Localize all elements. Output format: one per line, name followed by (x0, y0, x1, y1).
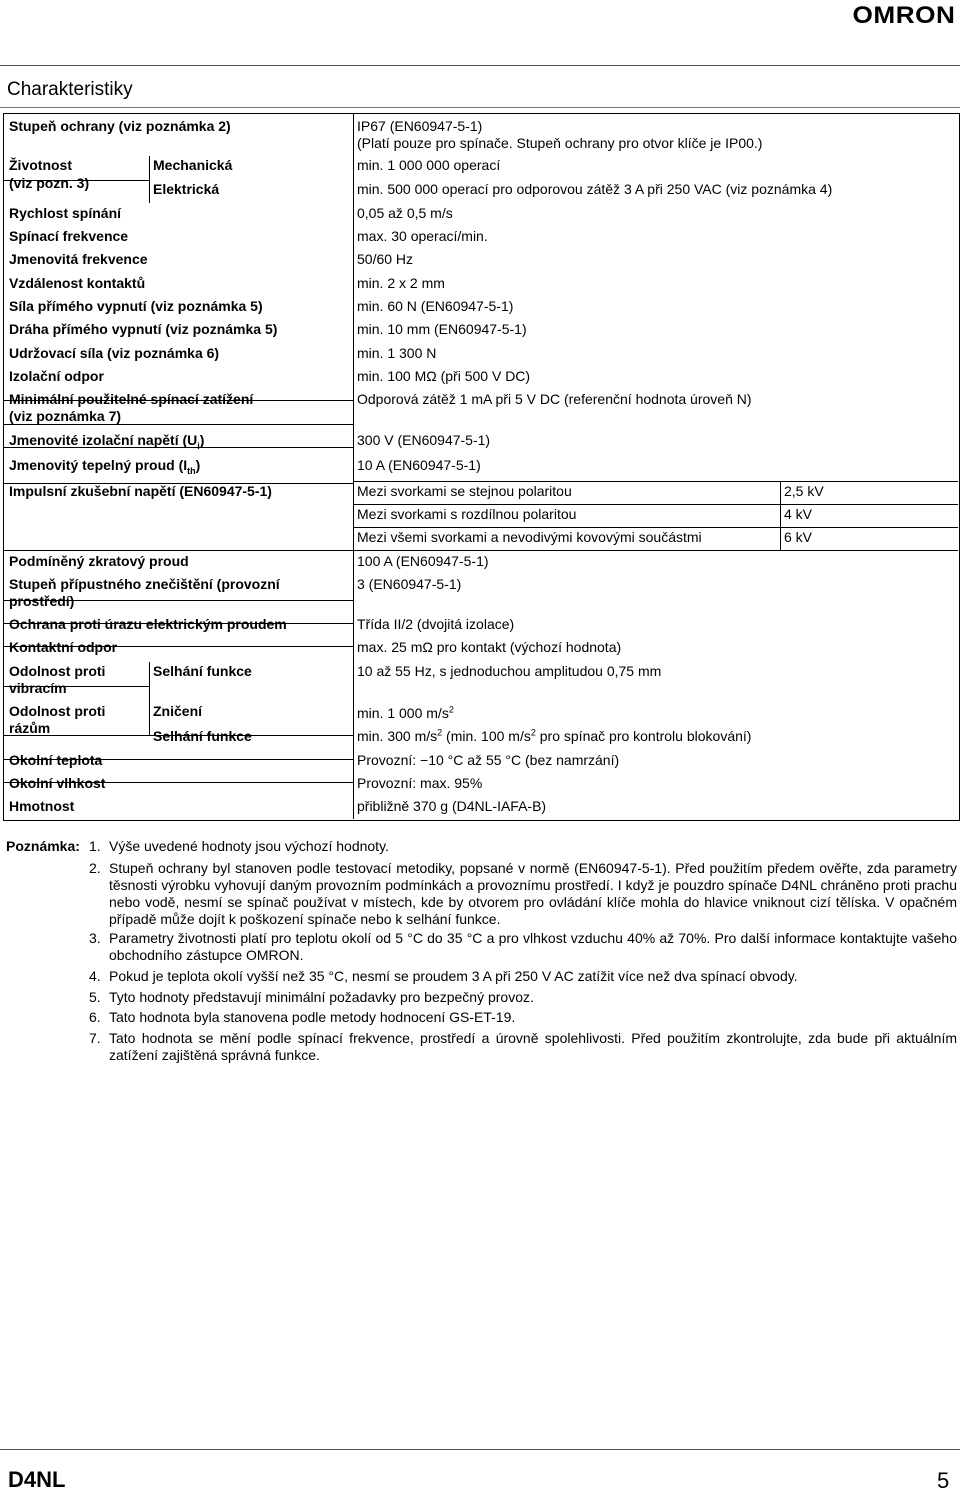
note-number: 1. (89, 838, 101, 854)
logo-text: OMRON (852, 2, 956, 28)
speed-value: 0,05 až 0,5 m/s (357, 205, 453, 221)
shock-destruction-sup: 2 (448, 704, 454, 715)
note-item (89, 968, 957, 985)
notes-label: Poznámka: (6, 838, 80, 854)
note-number: 5. (89, 989, 101, 1005)
speed-label: Rychlost spínání (9, 205, 122, 221)
holding-force-value: min. 1 300 N (357, 345, 437, 361)
column-divider (780, 481, 781, 550)
note-text: Stupeň ochrany byl stanoven podle testovací metodiky, popsané v normě (EN60947-5-1). Před použitím předem ověřte, zda parametry těsnosti výrobku vyhovují daným provozním podmínkách a provoznímu prostředí. I když je pouzdro spínače D4NL chráněno proti prachu nebo vodě, nesmí se spínač používat v místech, kde by otvorem pro ovládání klíče mohla do hlavice vniknout cizí tělíska. V opačném případě může dojít k poškození spínače nebo k selhání funkce. (109, 860, 957, 927)
protection-label: Stupeň ochrany (viz poznámka 2) (9, 118, 231, 134)
note-number: 4. (89, 968, 101, 984)
rated-insulation-voltage-label (9, 432, 204, 449)
shock-destruction-value (357, 705, 454, 722)
column-divider (353, 114, 354, 819)
ambient-humidity-label: Okolní vlhkost (9, 775, 106, 791)
short-circuit-value: 100 A (EN60947-5-1) (357, 553, 489, 569)
note-text: Tato hodnota byla stanovena podle metody hodnocení GS-ET-19. (109, 1009, 516, 1025)
rated-insulation-voltage-value: 300 V (EN60947-5-1) (357, 432, 491, 448)
impulse-value: 6 kV (784, 529, 813, 545)
protection-value: IP67 (EN60947-5-1) (357, 118, 483, 134)
rated-thermal-current-value: 10 A (EN60947-5-1) (357, 457, 481, 473)
rated-thermal-current-label (9, 457, 200, 474)
note-number: 3. (89, 930, 101, 946)
note-item (89, 838, 957, 855)
section-rule (0, 107, 960, 108)
shock-label-2: rázům (9, 720, 51, 736)
shock-malfunction-sup-1: 2 (437, 727, 443, 738)
row-divider (354, 527, 958, 528)
vibration-value: 10 až 55 Hz, s jednoduchou amplitudou 0,75 mm (357, 663, 662, 679)
impulse-voltage-label: Impulsní zkušební napětí (EN60947-5-1) (9, 483, 272, 499)
impulse-condition: Mezi svorkami se stejnou polaritou (357, 483, 572, 499)
life-electrical-label: Elektrická (153, 181, 220, 197)
life-label: Životnost (9, 157, 72, 173)
ambient-temp-value: Provozní: −10 °C až 55 °C (bez namrzání) (357, 752, 620, 768)
life-mechanical-value: min. 1 000 000 operací (357, 157, 501, 173)
switch-freq-value: max. 30 operací/min. (357, 228, 488, 244)
weight-label: Hmotnost (9, 798, 75, 814)
pollution-label: Stupeň přípustného znečištění (provozní (9, 576, 280, 592)
ambient-temp-label: Okolní teplota (9, 752, 103, 768)
shock-malfunction-text-1: min. 300 m/s (357, 728, 438, 744)
insulation-value: min. 100 MΩ (při 500 V DC) (357, 368, 531, 384)
pollution-value: 3 (EN60947-5-1) (357, 576, 462, 592)
vibration-label-2: vibracím (9, 680, 67, 696)
ui-label-sub: i (197, 440, 200, 451)
shock-protection-value: Třída II/2 (dvojitá izolace) (357, 616, 515, 632)
shock-malfunction-text-3: pro spínač pro kontrolu blokování) (535, 728, 752, 744)
section-title: Charakteristiky (7, 79, 133, 100)
weight-value: přibližně 370 g (D4NL-IAFA-B) (357, 798, 547, 814)
note-text: Tyto hodnoty představují minimální požadavky pro bezpečný provoz. (109, 989, 534, 1005)
note-text: Parametry životnosti platí pro teplotu okolí od 5 °C do 35 °C a pro vlhkost vzduchu 40% až 70%. Pro další informace kontaktujte vašeho obchodního zástupce OMRON. (109, 930, 957, 963)
impulse-condition: Mezi svorkami s rozdílnou polaritou (357, 506, 577, 522)
ith-label-close: ) (195, 457, 201, 473)
life-label-note: (viz pozn. 3) (9, 175, 90, 191)
note-number: 7. (89, 1030, 101, 1046)
min-load-label-note: (viz poznámka 7) (9, 408, 122, 424)
specifications-table (3, 113, 960, 821)
impulse-value: 2,5 kV (784, 483, 824, 499)
insulation-label: Izolační odpor (9, 368, 104, 384)
ui-label-close: ) (199, 432, 205, 448)
shock-malfunction-sup-2: 2 (530, 727, 536, 738)
ith-label-sub: th (187, 465, 196, 476)
note-text: Pokud je teplota okolí vyšší než 35 °C, nesmí se proudem 3 A při 250 V AC zatížit více než dva spínací obvody. (109, 968, 798, 984)
impulse-value: 4 kV (784, 506, 813, 522)
header-rule (0, 65, 960, 66)
short-circuit-label: Podmíněný zkratový proud (9, 553, 189, 569)
footer-model-name: D4NL (8, 1467, 66, 1492)
opening-travel-value: min. 10 mm (EN60947-5-1) (357, 321, 527, 337)
switch-freq-label: Spínací frekvence (9, 228, 129, 244)
life-mechanical-label: Mechanická (153, 157, 233, 173)
note-item (89, 1009, 957, 1026)
row-divider (354, 481, 958, 482)
ith-label-text: Jmenovitý tepelný proud (I (9, 457, 188, 473)
note-text: Výše uvedené hodnoty jsou výchozí hodnoty. (109, 838, 389, 854)
omron-logo (852, 2, 957, 28)
holding-force-label: Udržovací síla (viz poznámka 6) (9, 345, 220, 361)
note-item (89, 989, 957, 1006)
contact-resistance-value: max. 25 mΩ pro kontakt (výchozí hodnota) (357, 639, 622, 655)
min-load-value: Odporová zátěž 1 mA při 5 V DC (referenční hodnota úroveň N) (357, 391, 752, 407)
shock-malfunction-text-2: (min. 100 m/s (442, 728, 531, 744)
footer-rule (0, 1449, 960, 1450)
row-divider (4, 550, 353, 551)
note-text: Tato hodnota se mění podle spínací frekvence, prostředí a úrovně spolehlivosti. Před použitím zkontrolujte, zda bude při aktuálním zatížení zajištěná správná funkce. (109, 1030, 957, 1063)
shock-destruction-label: Zničení (153, 703, 203, 719)
opening-force-value: min. 60 N (EN60947-5-1) (357, 298, 514, 314)
shock-label: Odolnost proti (9, 703, 106, 719)
note-item (89, 1030, 957, 1064)
ambient-humidity-value: Provozní: max. 95% (357, 775, 483, 791)
contact-resistance-label: Kontaktní odpor (9, 639, 118, 655)
shock-protection-label: Ochrana proti úrazu elektrickým proudem (9, 616, 287, 632)
opening-travel-label: Dráha přímého vypnutí (viz poznámka 5) (9, 321, 278, 337)
contact-gap-value: min. 2 x 2 mm (357, 275, 445, 291)
min-load-label: Minimální použitelné spínací zatížení (9, 391, 254, 407)
column-divider (149, 662, 150, 735)
shock-malfunction-value (357, 728, 751, 745)
contact-gap-label: Vzdálenost kontaktů (9, 275, 146, 291)
row-divider (354, 504, 958, 505)
shock-malfunction-label: Selhání funkce (153, 728, 252, 744)
page-number: 5 (937, 1468, 950, 1493)
note-number: 2. (89, 860, 101, 876)
pollution-label-2: prostředí) (9, 593, 75, 609)
opening-force-label: Síla přímého vypnutí (viz poznámka 5) (9, 298, 263, 314)
vibration-malfunction-label: Selhání funkce (153, 663, 252, 679)
ui-label-text: Jmenovité izolační napětí (U (9, 432, 198, 448)
row-divider (354, 550, 958, 551)
rated-freq-value: 50/60 Hz (357, 251, 414, 267)
protection-value-note: (Platí pouze pro spínače. Stupeň ochrany pro otvor klíče je IP00.) (357, 135, 763, 151)
rated-freq-label: Jmenovitá frekvence (9, 251, 148, 267)
column-divider (149, 156, 150, 203)
life-electrical-value: min. 500 000 operací pro odporovou zátěž 3 A při 250 VAC (viz poznámka 4) (357, 181, 833, 197)
vibration-label: Odolnost proti (9, 663, 106, 679)
note-number: 6. (89, 1009, 101, 1025)
shock-destruction-text: min. 1 000 m/s (357, 705, 449, 721)
impulse-condition: Mezi všemi svorkami a nevodivými kovovými součástmi (357, 529, 702, 545)
note-item (89, 860, 957, 928)
note-item (89, 930, 957, 964)
